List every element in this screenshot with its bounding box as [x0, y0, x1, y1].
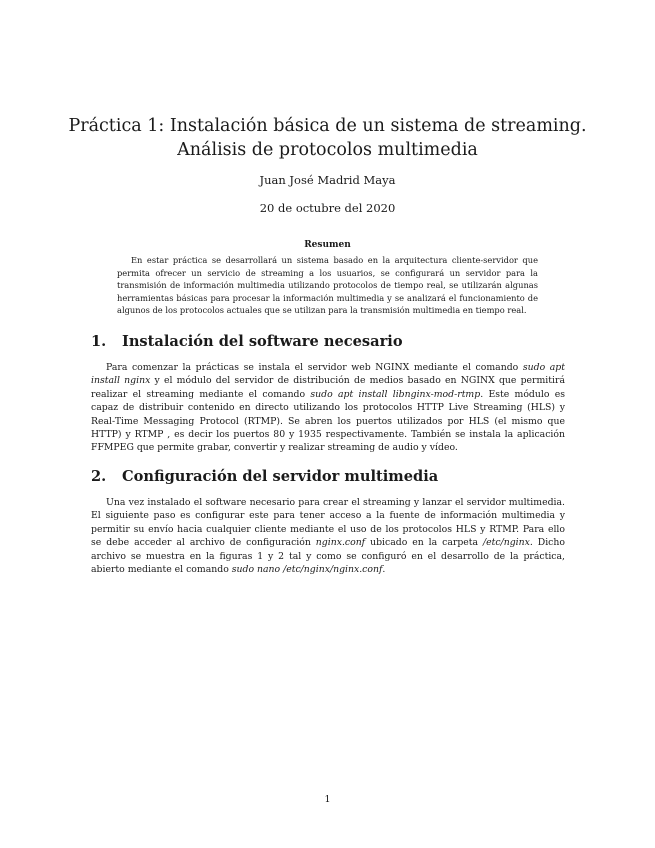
- section-1-text-part-2: y el módulo del servidor de distribución de medios basado en NGINX que permitirá realizar el streaming mediante el comando: [91, 375, 565, 400]
- abstract-text: En estar práctica se desarrollará un sistema basado en la arquitectura cliente-servidor que permita ofrecer un servicio de streaming a los usuarios, se configurará un servidor para la transmisión de información multimedia utilizando protocolos de tiempo real, se utilizarán algunas herramientas básicas para procesar la información multimedia y se analizará el funcionamiento de algunos de los protocolos actuales que se utilizan para la transmisión multimedia en tiempo real.: [117, 255, 538, 316]
- config-directory: /etc/nginx: [483, 537, 530, 549]
- document-title: [60, 114, 595, 162]
- command-edit-config: sudo nano /etc/nginx/nginx.conf: [231, 564, 383, 576]
- abstract-heading: Resumen: [304, 240, 351, 250]
- section-1-text-part-3: . Este módulo es capaz de distribuir contenido en directo utilizando los protocolos HTTP Live Streaming (HLS) y Real-Time Messaging Protocol (RTMP). Se abren los puertos utilizados por HLS (el mismo que HTTP) y RTMP , es decir los puertos 80 y 1935 respectivamente. También se instala la aplicación FFMPEG que permite grabar, convertir y realizar streaming de audio y vídeo.: [91, 388, 565, 454]
- command-install-rtmp: sudo apt install libnginx-mod-rtmp: [310, 388, 481, 400]
- command-install-nginx: sudo apt install nginx: [91, 362, 565, 387]
- document-date: 20 de octubre del 2020: [259, 201, 396, 215]
- section-2-text-part-4: .: [382, 564, 386, 576]
- section-2-text-part-1: Una vez instalado el software necesario para crear el streaming y lanzar el servidor multimedia. El siguiente paso es configurar este para tener acceso a la fuente de información multimedia y permitir su envío hacia cualquier cliente mediante el uso de los protocolos HLS y RTMP. Para ello se debe acceder al archivo de configuración: [91, 497, 565, 549]
- title-line-1: Práctica 1: Instalación básica de un sistema de streaming.: [68, 116, 587, 136]
- config-file-name: nginx.conf: [315, 537, 366, 549]
- section-1-text-part-1: Para comenzar la prácticas se instala el servidor web NGINX mediante el comando: [106, 362, 523, 373]
- section-2-heading: [91, 468, 438, 485]
- section-2-text-part-2: ubicado en la carpeta: [365, 537, 483, 549]
- section-1-number: 1.: [91, 333, 107, 350]
- section-2-number: 2.: [91, 468, 107, 485]
- section-2-text-part-3: . Dicho archivo se muestra en la figuras 1 y 2 tal y como se configuró en el desarrollo de la práctica, abierto mediante el comando: [91, 537, 565, 576]
- page-number: 1: [324, 794, 331, 805]
- section-1-heading: [91, 333, 403, 350]
- section-2-paragraph: [91, 496, 565, 576]
- section-1-paragraph: [91, 361, 565, 455]
- title-line-2: Análisis de protocolos multimedia: [177, 140, 478, 160]
- section-2-title: Configuración del servidor multimedia: [122, 468, 439, 485]
- section-1-title: Instalación del software necesario: [122, 333, 403, 350]
- author-name: Juan José Madrid Maya: [259, 173, 396, 187]
